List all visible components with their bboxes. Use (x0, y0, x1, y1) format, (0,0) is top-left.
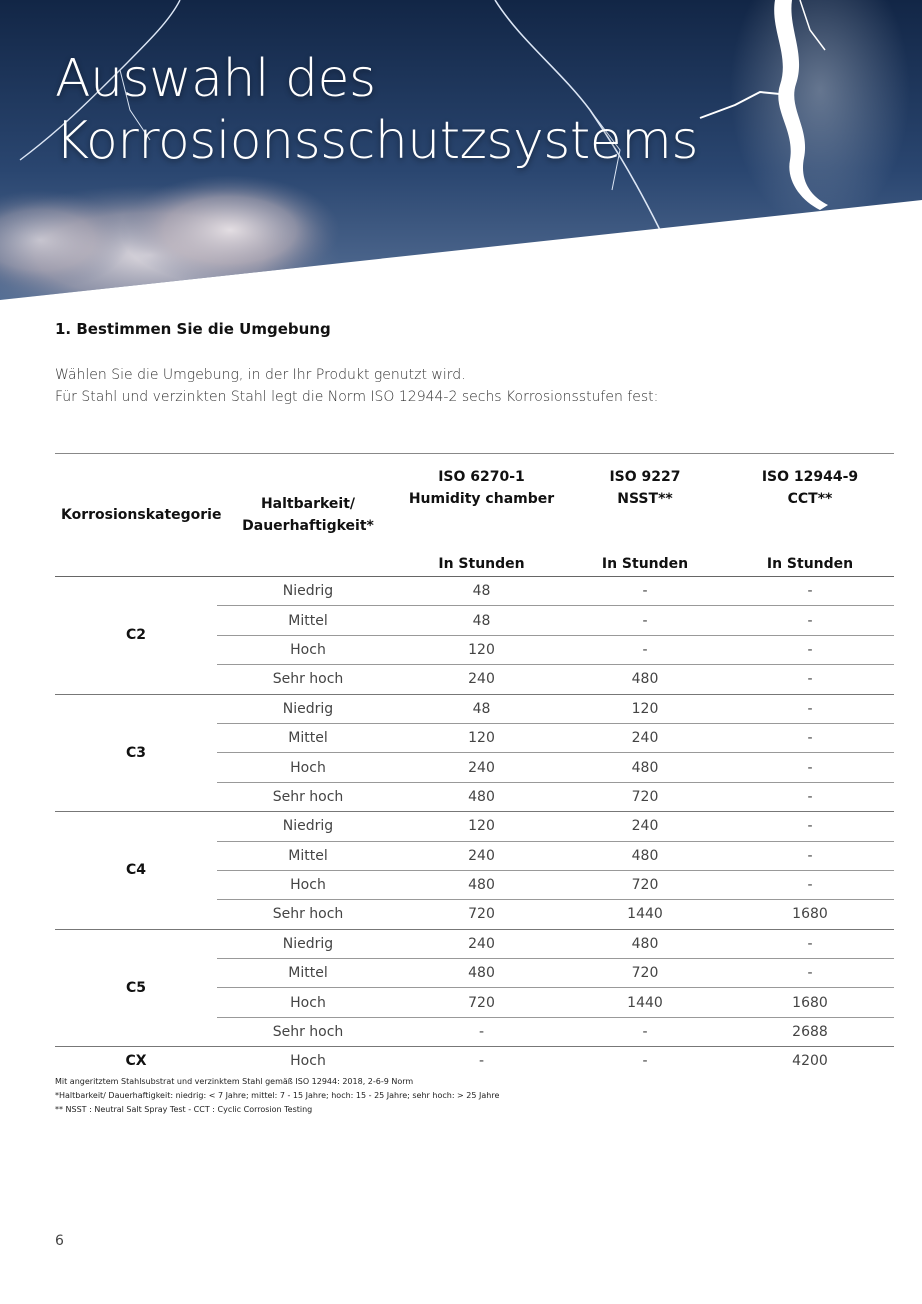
section-heading: 1. Bestimmen Sie die Umgebung (55, 320, 331, 338)
iso-12944-cell: 1680 (726, 900, 894, 929)
header-iso-9227-line-2: NSST** (617, 491, 673, 507)
iso-6270-cell: - (399, 1017, 564, 1046)
iso-9227-cell: 480 (564, 753, 726, 782)
durability-cell: Mittel (217, 841, 399, 870)
header-iso-9227-line-1: ISO 9227 (609, 469, 681, 485)
iso-9227-cell: 720 (564, 959, 726, 988)
durability-cell: Sehr hoch (217, 782, 399, 811)
corrosion-category-table (55, 453, 894, 1076)
table-row (55, 929, 894, 958)
iso-12944-cell: - (726, 606, 894, 635)
iso-9227-cell: 480 (564, 665, 726, 694)
iso-9227-cell: 120 (564, 694, 726, 723)
durability-cell: Sehr hoch (217, 665, 399, 694)
iso-12944-cell: - (726, 694, 894, 723)
iso-9227-cell: - (564, 606, 726, 635)
page-number: 6 (55, 1233, 64, 1249)
table-row (55, 577, 894, 606)
footnote-standard: Mit angeritztem Stahlsubstrat und verzinktem Stahl gemäß ISO 12944: 2018, 2-6-9 Norm (55, 1077, 414, 1086)
iso-6270-cell: 480 (399, 959, 564, 988)
iso-6270-cell: 240 (399, 665, 564, 694)
iso-9227-cell: - (564, 635, 726, 664)
page-title-line-1: Auswahl des (55, 49, 376, 109)
footnotes (55, 1075, 499, 1117)
durability-cell: Hoch (217, 635, 399, 664)
page-title-line-2: Korrosionsschutzsystems (55, 111, 699, 171)
header-corrosion-category: Korrosionskategorie (55, 454, 217, 577)
iso-6270-cell: 120 (399, 723, 564, 752)
iso-12944-cell: - (726, 753, 894, 782)
iso-6270-cell: 240 (399, 753, 564, 782)
durability-cell: Mittel (217, 959, 399, 988)
intro-line-2: Für Stahl und verzinkten Stahl legt die Norm ISO 12944-2 sechs Korrosionsstufen fest: (55, 389, 659, 405)
table-row (55, 1047, 894, 1076)
durability-cell: Hoch (217, 753, 399, 782)
iso-6270-cell: 120 (399, 812, 564, 841)
header-iso-12944 (726, 454, 894, 550)
iso-6270-cell: 48 (399, 694, 564, 723)
durability-cell: Niedrig (217, 577, 399, 606)
iso-12944-cell: - (726, 959, 894, 988)
iso-12944-cell: - (726, 635, 894, 664)
header-iso-12944-line-1: ISO 12944-9 (761, 469, 859, 485)
header-durability-line-1: Haltbarkeit/ (260, 496, 356, 512)
hero-banner-image (0, 0, 922, 310)
footnote-durability: *Haltbarkeit/ Dauerhaftigkeit: niedrig: < 7 Jahre; mittel: 7 - 15 Jahre; hoch: 15 - 25 Jahre; sehr hoch: > 25 Jahre (55, 1091, 500, 1100)
iso-6270-cell: 120 (399, 635, 564, 664)
iso-9227-cell: 1440 (564, 988, 726, 1017)
iso-6270-cell: 720 (399, 900, 564, 929)
iso-12944-cell: - (726, 665, 894, 694)
iso-12944-cell: 1680 (726, 988, 894, 1017)
category-cell-c4: C4 (55, 812, 217, 930)
header-unit-iso-12944: In Stunden (726, 549, 894, 577)
iso-6270-cell: 240 (399, 841, 564, 870)
header-durability (217, 454, 399, 577)
iso-12944-cell: 2688 (726, 1017, 894, 1046)
table-body (55, 577, 894, 1076)
iso-6270-cell: - (478, 1053, 485, 1070)
iso-12944-cell: - (726, 782, 894, 811)
iso-9227-cell: 240 (564, 723, 726, 752)
durability-cell: Mittel (217, 723, 399, 752)
header-iso-12944-line-2: CCT** (787, 491, 833, 507)
header-durability-line-2: Dauerhaftigkeit* (242, 518, 374, 534)
category-cell-c5: C5 (55, 929, 217, 1047)
iso-12944-cell: - (726, 812, 894, 841)
header-iso-9227 (564, 454, 726, 550)
iso-6270-cell: 480 (399, 782, 564, 811)
header-iso-6270 (399, 454, 564, 550)
header-unit-iso-6270: In Stunden (399, 549, 564, 577)
durability-cell: Hoch (290, 1053, 326, 1070)
iso-6270-cell: 720 (399, 988, 564, 1017)
header-iso-6270-line-1: ISO 6270-1 (438, 469, 525, 485)
category-cell-c2: C2 (55, 577, 217, 695)
iso-9227-cell: 1440 (564, 900, 726, 929)
durability-cell: Niedrig (217, 812, 399, 841)
iso-12944-cell: - (726, 870, 894, 899)
iso-6270-cell: 48 (399, 577, 564, 606)
table-row (55, 812, 894, 841)
intro-text (55, 364, 658, 408)
iso-12944-cell: - (726, 577, 894, 606)
iso-9227-cell: 720 (564, 870, 726, 899)
intro-line-1: Wählen Sie die Umgebung, in der Ihr Produkt genutzt wird. (55, 367, 466, 383)
durability-cell: Hoch (217, 870, 399, 899)
durability-cell: Niedrig (217, 694, 399, 723)
iso-9227-cell: 480 (564, 841, 726, 870)
corrosion-table-container (55, 453, 894, 1076)
iso-6270-cell: 240 (399, 929, 564, 958)
footnote-abbreviations: ** NSST : Neutral Salt Spray Test - CCT : Cyclic Corrosion Testing (55, 1105, 313, 1114)
header-iso-6270-line-2: Humidity chamber (408, 491, 555, 507)
iso-6270-cell: 480 (399, 870, 564, 899)
durability-cell: Hoch (217, 988, 399, 1017)
category-cell-cx: CX (125, 1053, 147, 1070)
page-title (55, 48, 698, 172)
iso-12944-cell: - (726, 723, 894, 752)
durability-cell: Niedrig (217, 929, 399, 958)
iso-9227-cell: 720 (564, 782, 726, 811)
header-unit-iso-9227: In Stunden (564, 549, 726, 577)
table-row (55, 694, 894, 723)
durability-cell: Sehr hoch (217, 1017, 399, 1046)
iso-12944-cell: - (726, 929, 894, 958)
durability-cell: Sehr hoch (217, 900, 399, 929)
iso-9227-cell: - (564, 1017, 726, 1046)
iso-12944-cell: - (726, 841, 894, 870)
category-cell-c3: C3 (55, 694, 217, 812)
iso-6270-cell: 48 (399, 606, 564, 635)
iso-12944-cell: 4200 (792, 1053, 828, 1070)
iso-9227-cell: - (642, 1053, 648, 1070)
iso-9227-cell: - (564, 577, 726, 606)
iso-9227-cell: 240 (564, 812, 726, 841)
iso-9227-cell: 480 (564, 929, 726, 958)
durability-cell: Mittel (217, 606, 399, 635)
